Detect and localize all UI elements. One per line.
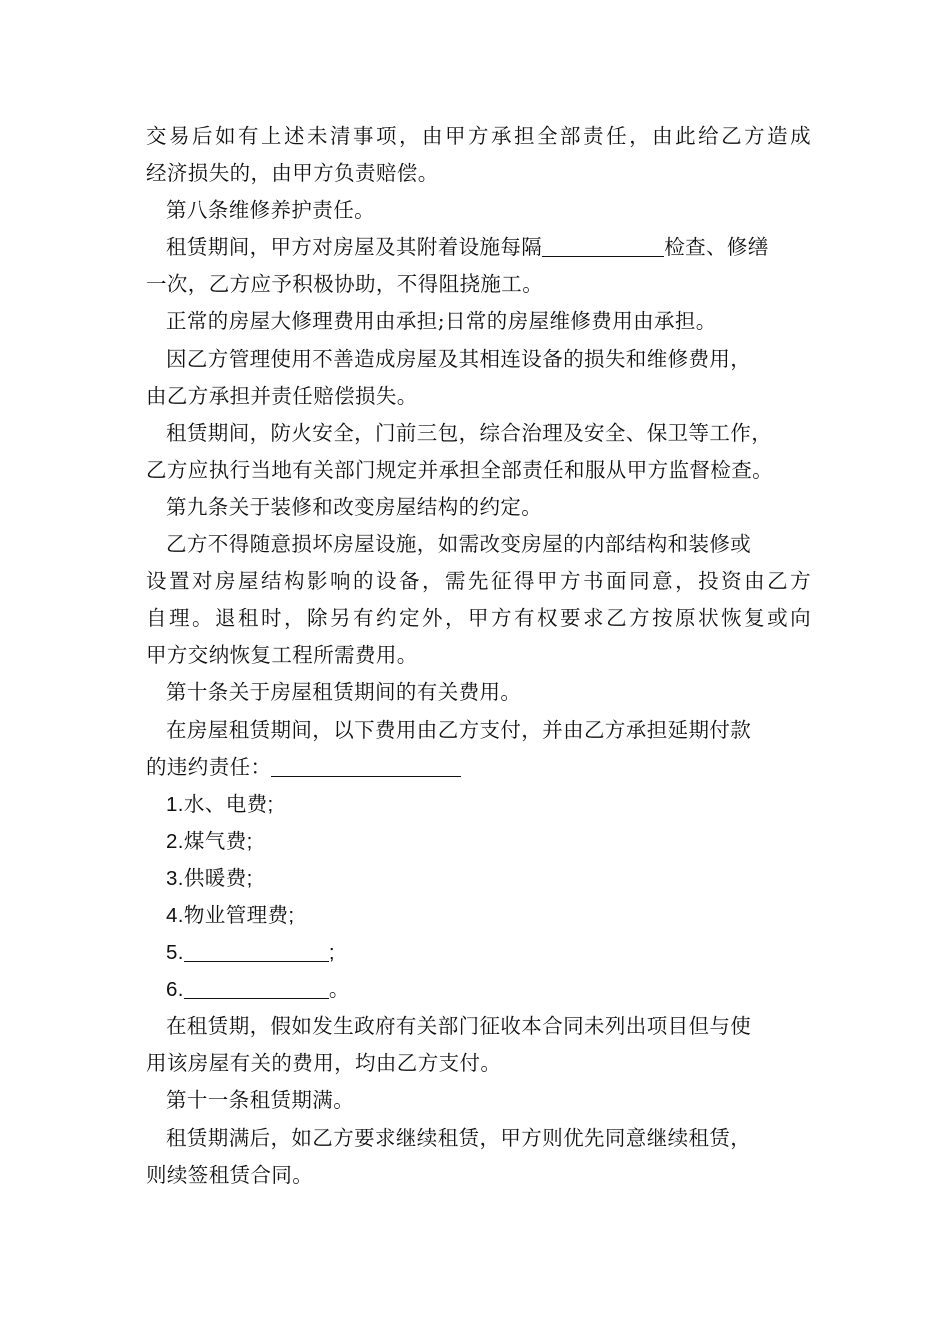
text-segment: 6. xyxy=(166,978,184,1002)
text-segment: 5. xyxy=(166,941,184,965)
text-line: 乙方应执行当地有关部门规定并承担全部责任和服从甲方监督检查。 xyxy=(146,457,773,482)
section-heading: 第十条关于房屋租赁期间的有关费用。 xyxy=(166,680,522,705)
text-line: 正常的房屋大修理费用由承担;日常的房屋维修费用由承担。 xyxy=(166,309,717,334)
text-line: 甲方交纳恢复工程所需费用。 xyxy=(146,643,418,668)
text-line: 设置对房屋结构影响的设备，需先征得甲方书面同意，投资由乙方 xyxy=(146,569,811,594)
text-line: 交易后如有上述未清事项，由甲方承担全部责任，由此给乙方造成 xyxy=(146,124,811,148)
document-body xyxy=(146,118,811,1194)
text-segment: ; xyxy=(328,941,336,965)
section-heading: 第十一条租赁期满。 xyxy=(166,1088,355,1113)
list-item: 3.供暖费; xyxy=(166,866,253,890)
text-line: 用该房屋有关的费用，均由乙方支付。 xyxy=(146,1051,502,1076)
list-item: 4.物业管理费; xyxy=(166,903,295,927)
fill-blank[interactable] xyxy=(542,234,664,257)
text-line: 则续签租赁合同。 xyxy=(146,1162,314,1187)
section-heading: 第九条关于装修和改变房屋结构的约定。 xyxy=(166,494,543,519)
text-line: 在租赁期，假如发生政府有关部门征收本合同未列出项目但与使 xyxy=(166,1014,752,1039)
text-segment: 检查、修缮 xyxy=(664,235,769,260)
text-line xyxy=(146,229,811,266)
fill-blank[interactable] xyxy=(184,939,329,962)
text-segment: 的违约责任： xyxy=(146,754,272,779)
list-item: 2.煤气费; xyxy=(166,829,253,853)
text-line xyxy=(146,749,811,786)
list-item xyxy=(146,934,811,971)
text-line: 乙方不得随意损坏房屋设施，如需改变房屋的内部结构和装修或 xyxy=(166,532,752,557)
section-heading: 第八条维修养护责任。 xyxy=(166,198,375,223)
text-segment: 租赁期间，甲方对房屋及其附着设施每隔 xyxy=(166,235,543,260)
text-line: 自理。退租时，除另有约定外，甲方有权要求乙方按原状恢复或向 xyxy=(146,606,811,631)
text-line: 租赁期间，防火安全，门前三包，综合治理及安全、保卫等工作， xyxy=(166,420,773,445)
text-line: 租赁期满后，如乙方要求继续租赁，甲方则优先同意继续租赁， xyxy=(166,1125,752,1150)
text-line: 因乙方管理使用不善造成房屋及其相连设备的损失和维修费用， xyxy=(166,346,752,371)
text-line: 在房屋租赁期间，以下费用由乙方支付，并由乙方承担延期付款 xyxy=(166,717,752,742)
text-line: 经济损失的，由甲方负责赔偿。 xyxy=(146,161,439,186)
text-segment: 。 xyxy=(328,978,350,1002)
fill-blank[interactable] xyxy=(184,976,329,999)
list-item xyxy=(146,971,811,1008)
text-line: 一次，乙方应予积极协助，不得阻挠施工。 xyxy=(146,272,544,297)
list-item: 1.水、电费; xyxy=(166,792,274,816)
text-line: 由乙方承担并责任赔偿损失。 xyxy=(146,383,418,408)
fill-blank[interactable] xyxy=(271,754,461,777)
